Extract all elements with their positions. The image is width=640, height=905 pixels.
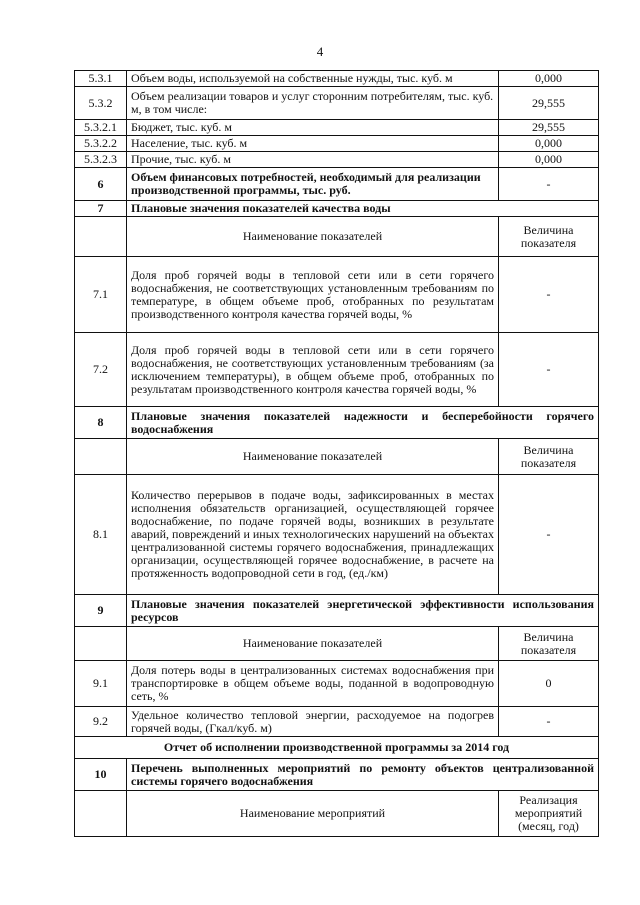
- row-value: 29,555: [499, 120, 599, 136]
- row-value: 29,555: [499, 87, 599, 120]
- header-row: [75, 791, 599, 837]
- table-row: [75, 475, 599, 595]
- row-number: 5.3.1: [75, 71, 127, 87]
- column-header-value: Величина показателя: [499, 439, 599, 475]
- row-text: Доля потерь воды в централизованных системах водоснабжения при транспортировке в общем объеме воды, поданной в водопроводную сеть, %: [127, 661, 499, 707]
- table-row: [75, 152, 599, 168]
- empty-cell: [75, 217, 127, 257]
- row-text: Объем финансовых потребностей, необходимый для реализации производственной программы, тыс. руб.: [127, 168, 499, 201]
- row-number: 6: [75, 168, 127, 201]
- section-number: 10: [75, 759, 127, 791]
- section-title: Перечень выполненных мероприятий по ремонту объектов централизованной системы горячего водоснабжения: [127, 759, 599, 791]
- row-value: -: [499, 333, 599, 407]
- row-value: -: [499, 475, 599, 595]
- program-table: [74, 70, 599, 837]
- row-value: 0: [499, 661, 599, 707]
- section-title: Плановые значения показателей качества воды: [127, 201, 599, 217]
- table-row: [75, 120, 599, 136]
- row-text: Доля проб горячей воды в тепловой сети или в сети горячего водоснабжения, не соответствующих установленным требованиям (за исключением температуры), в общем объеме проб, отобранных по результатам производственного контроля качества горячей воды, %: [127, 333, 499, 407]
- report-row: [75, 737, 599, 759]
- row-number: 5.3.2: [75, 87, 127, 120]
- table-row: [75, 707, 599, 737]
- row-number: 5.3.2.2: [75, 136, 127, 152]
- header-row: [75, 439, 599, 475]
- column-header-value: Реализация мероприятий (месяц, год): [499, 791, 599, 837]
- table-row: [75, 168, 599, 201]
- row-number: 7.2: [75, 333, 127, 407]
- column-header-value: Величина показателя: [499, 217, 599, 257]
- table-row: [75, 136, 599, 152]
- row-number: 9.1: [75, 661, 127, 707]
- row-number: 5.3.2.1: [75, 120, 127, 136]
- column-header-name: Наименование показателей: [127, 217, 499, 257]
- row-value: 0,000: [499, 71, 599, 87]
- section-title: Плановые значения показателей надежности и бесперебойности горячего водоснабжения: [127, 407, 599, 439]
- row-text: Прочие, тыс. куб. м: [127, 152, 499, 168]
- section-number: 8: [75, 407, 127, 439]
- table-row: [75, 333, 599, 407]
- section-row: [75, 759, 599, 791]
- row-value: -: [499, 257, 599, 333]
- section-row: [75, 595, 599, 627]
- row-text: Население, тыс. куб. м: [127, 136, 499, 152]
- column-header-name: Наименование показателей: [127, 627, 499, 661]
- row-number: 8.1: [75, 475, 127, 595]
- header-row: [75, 627, 599, 661]
- row-text: Удельное количество тепловой энергии, расходуемое на подогрев горячей воды, (Гкал/куб. м): [127, 707, 499, 737]
- table-row: [75, 257, 599, 333]
- row-number: 7.1: [75, 257, 127, 333]
- row-number: 9.2: [75, 707, 127, 737]
- table-row: [75, 661, 599, 707]
- report-title: Отчет об исполнении производственной программы за 2014 год: [75, 737, 599, 759]
- row-value: -: [499, 707, 599, 737]
- section-number: 9: [75, 595, 127, 627]
- section-row: [75, 407, 599, 439]
- empty-cell: [75, 791, 127, 837]
- row-text: Доля проб горячей воды в тепловой сети или в сети горячего водоснабжения, не соответствующих установленным требованиям по температуре, в общем объеме проб, отобранных по результатам производственного контроля качества горячей воды, %: [127, 257, 499, 333]
- row-value: 0,000: [499, 136, 599, 152]
- header-row: [75, 217, 599, 257]
- section-row: [75, 201, 599, 217]
- row-text: Количество перерывов в подаче воды, зафиксированных в местах исполнения обязательств организацией, осуществляющей горячее водоснабжение, по подаче горячей воды, возникших в результате аварий, повреждений и иных технологических нарушений на объектах централизованной системы горячего водоснабжения, принадлежащих организации, осуществляющей горячее водоснабжение, в расчете на протяженность водопроводной сети в год, (ед./км): [127, 475, 499, 595]
- page-number: 4: [316, 44, 324, 59]
- empty-cell: [75, 439, 127, 475]
- row-text: Бюджет, тыс. куб. м: [127, 120, 499, 136]
- empty-cell: [75, 627, 127, 661]
- row-value: -: [499, 168, 599, 201]
- column-header-name: Наименование мероприятий: [127, 791, 499, 837]
- section-number: 7: [75, 201, 127, 217]
- column-header-value: Величина показателя: [499, 627, 599, 661]
- row-number: 5.3.2.3: [75, 152, 127, 168]
- row-value: 0,000: [499, 152, 599, 168]
- table-row: [75, 71, 599, 87]
- row-text: Объем воды, используемой на собственные нужды, тыс. куб. м: [127, 71, 499, 87]
- table-row: [75, 87, 599, 120]
- section-title: Плановые значения показателей энергетической эффективности использования ресурсов: [127, 595, 599, 627]
- row-text: Объем реализации товаров и услуг сторонним потребителям, тыс. куб. м, в том числе:: [127, 87, 499, 120]
- column-header-name: Наименование показателей: [127, 439, 499, 475]
